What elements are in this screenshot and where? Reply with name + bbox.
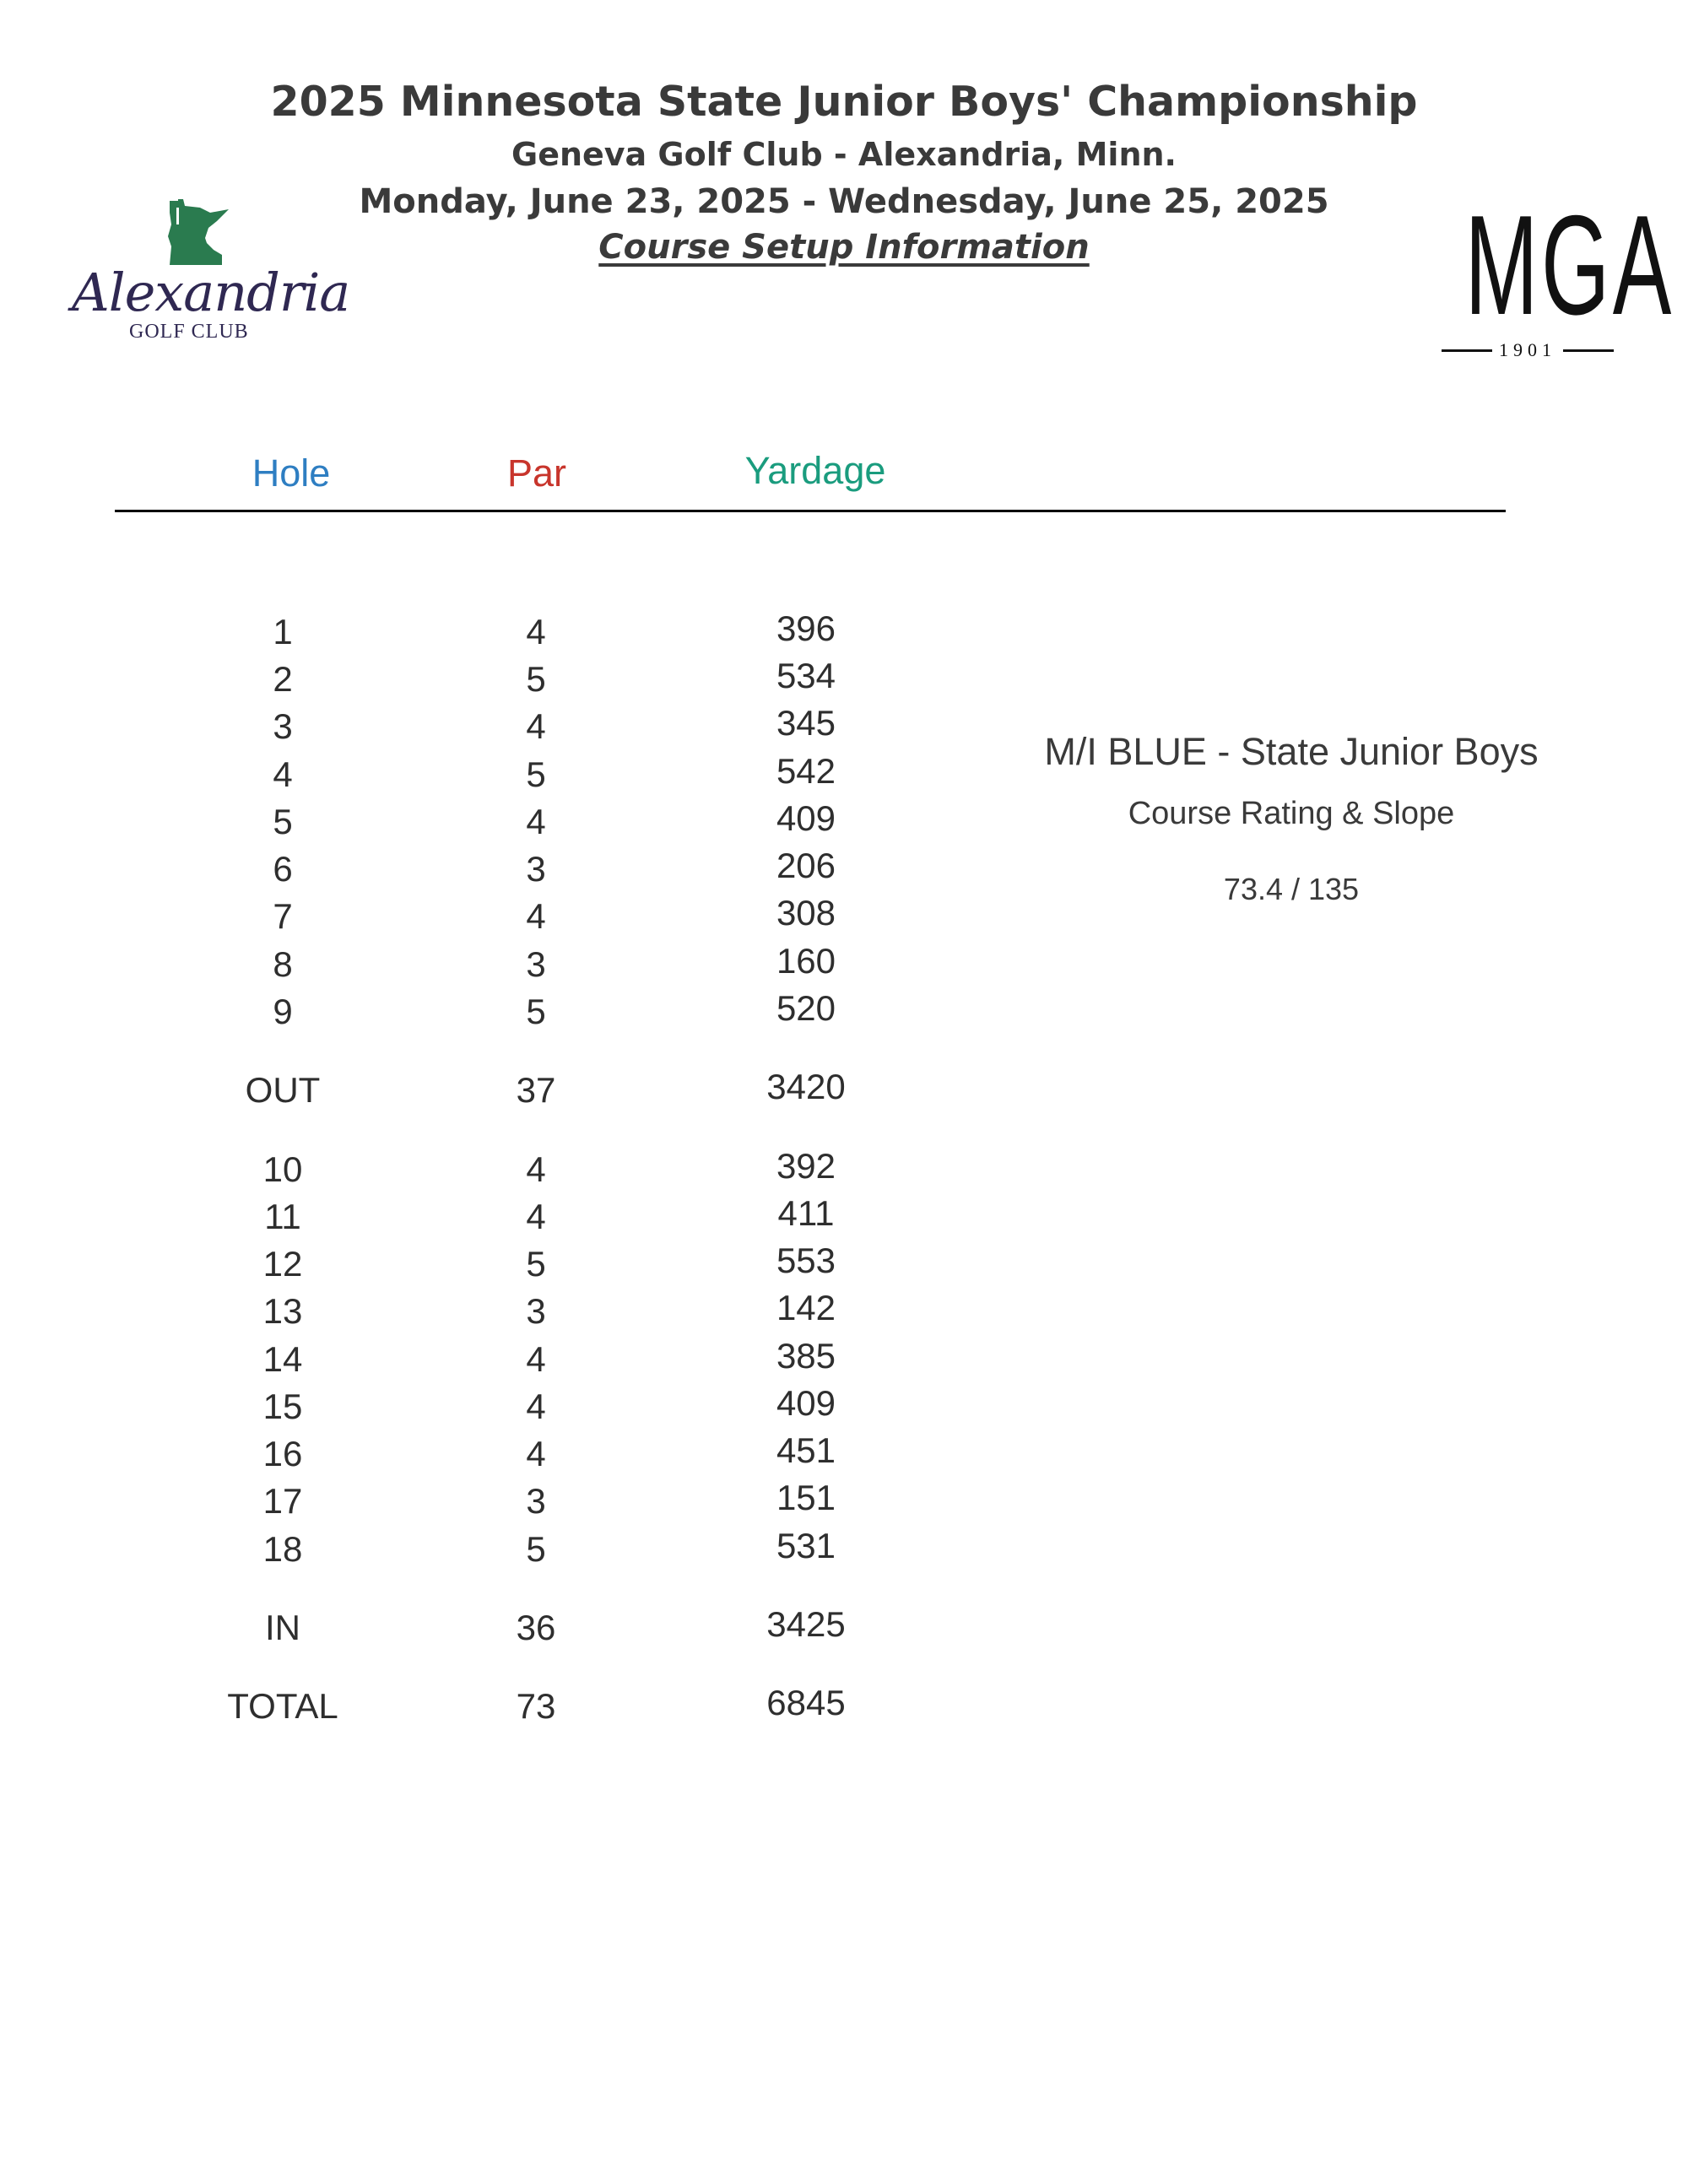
venue-subtitle: Geneva Golf Club - Alexandria, Minn.	[511, 136, 1177, 173]
par-cell: 4	[526, 1149, 546, 1189]
section-title: Course Setup Information	[598, 228, 1090, 267]
hole-cell: 10	[262, 1149, 303, 1189]
golf-club-wordmark: GOLF CLUB	[129, 321, 249, 343]
header-divider	[115, 510, 1506, 512]
par-cell: 73	[516, 1686, 556, 1726]
mga-year: 1901	[1499, 339, 1556, 360]
yardage-cell: 3420	[766, 1067, 846, 1106]
yardage-cell: 142	[776, 1288, 836, 1327]
par-cell: 4	[526, 706, 546, 746]
hole-cell: 2	[273, 659, 293, 699]
mga-logo	[1426, 186, 1675, 365]
yardage-cell: 451	[776, 1430, 836, 1470]
yardage-cell: 411	[777, 1193, 835, 1233]
tee-name: M/I BLUE - State Junior Boys	[1044, 730, 1539, 773]
par-cell: 4	[526, 802, 546, 841]
par-cell: 5	[526, 659, 546, 699]
par-cell: 3	[526, 849, 546, 889]
hole-cell: 14	[262, 1339, 303, 1379]
yardage-cell: 206	[776, 846, 836, 885]
yardage-cell: 160	[776, 941, 836, 981]
hole-cell: 8	[273, 944, 293, 984]
alexandria-golf-club-logo	[72, 196, 350, 356]
par-cell: 5	[526, 992, 546, 1031]
par-cell: 4	[526, 1197, 546, 1236]
column-header-yardage: Yardage	[744, 449, 886, 492]
par-cell: 3	[526, 1481, 546, 1521]
hole-cell: 12	[262, 1244, 303, 1284]
yardage-cell: 520	[776, 988, 836, 1028]
par-cell: 4	[526, 1339, 546, 1379]
hole-cell: IN	[265, 1608, 300, 1647]
par-cell: 36	[516, 1608, 556, 1647]
hole-cell: 17	[262, 1481, 303, 1521]
hole-cell: 18	[262, 1529, 303, 1569]
yardage-cell: 409	[776, 798, 836, 838]
hole-cell: 11	[264, 1197, 301, 1236]
hole-cell: OUT	[245, 1070, 321, 1110]
hole-cell: 13	[262, 1291, 303, 1331]
hole-cell: 6	[273, 849, 293, 889]
par-cell: 37	[516, 1070, 556, 1110]
yardage-cell: 3425	[766, 1604, 846, 1644]
par-cell: 5	[526, 1244, 546, 1284]
par-cell: 4	[526, 1434, 546, 1473]
yardage-cell: 385	[776, 1336, 836, 1376]
yardage-cell: 6845	[766, 1683, 846, 1722]
page-title: 2025 Minnesota State Junior Boys' Championship	[270, 78, 1418, 126]
par-cell: 5	[526, 1529, 546, 1569]
yardage-cell: 345	[776, 703, 836, 743]
dates-subtitle: Monday, June 23, 2025 - Wednesday, June 25, 2025	[359, 182, 1329, 221]
hole-cell: 3	[273, 706, 293, 746]
alexandria-script: Alexandria	[72, 262, 350, 323]
rating-value: 73.4 / 135	[1223, 872, 1360, 906]
column-header-hole: Hole	[252, 451, 331, 495]
par-cell: 4	[526, 1387, 546, 1426]
column-header-par: Par	[506, 451, 567, 495]
hole-cell: TOTAL	[227, 1686, 338, 1726]
hole-cell: 4	[273, 754, 293, 794]
yardage-cell: 409	[776, 1383, 836, 1423]
hole-cell: 16	[262, 1434, 303, 1473]
yardage-cell: 151	[776, 1478, 836, 1517]
yardage-cell: 534	[776, 656, 836, 695]
yardage-cell: 553	[776, 1241, 836, 1280]
par-cell: 5	[526, 754, 546, 794]
mga-wordmark: MGA	[1464, 186, 1675, 344]
mga-right-rule	[1563, 349, 1614, 352]
yardage-cell: 392	[776, 1146, 836, 1186]
hole-cell: 15	[262, 1387, 303, 1426]
rating-label: Course Rating & Slope	[1128, 796, 1455, 831]
minnesota-state-icon	[166, 199, 230, 267]
yardage-cell: 531	[776, 1526, 836, 1565]
hole-cell: 1	[273, 612, 293, 651]
hole-cell: 7	[273, 896, 293, 936]
hole-cell: 5	[273, 802, 293, 841]
par-cell: 3	[526, 1291, 546, 1331]
yardage-cell: 396	[776, 608, 836, 648]
par-cell: 4	[526, 612, 546, 651]
yardage-cell: 542	[776, 751, 836, 791]
yardage-cell: 308	[776, 893, 836, 933]
hole-cell: 9	[273, 992, 293, 1031]
par-cell: 3	[526, 944, 546, 984]
par-cell: 4	[526, 896, 546, 936]
